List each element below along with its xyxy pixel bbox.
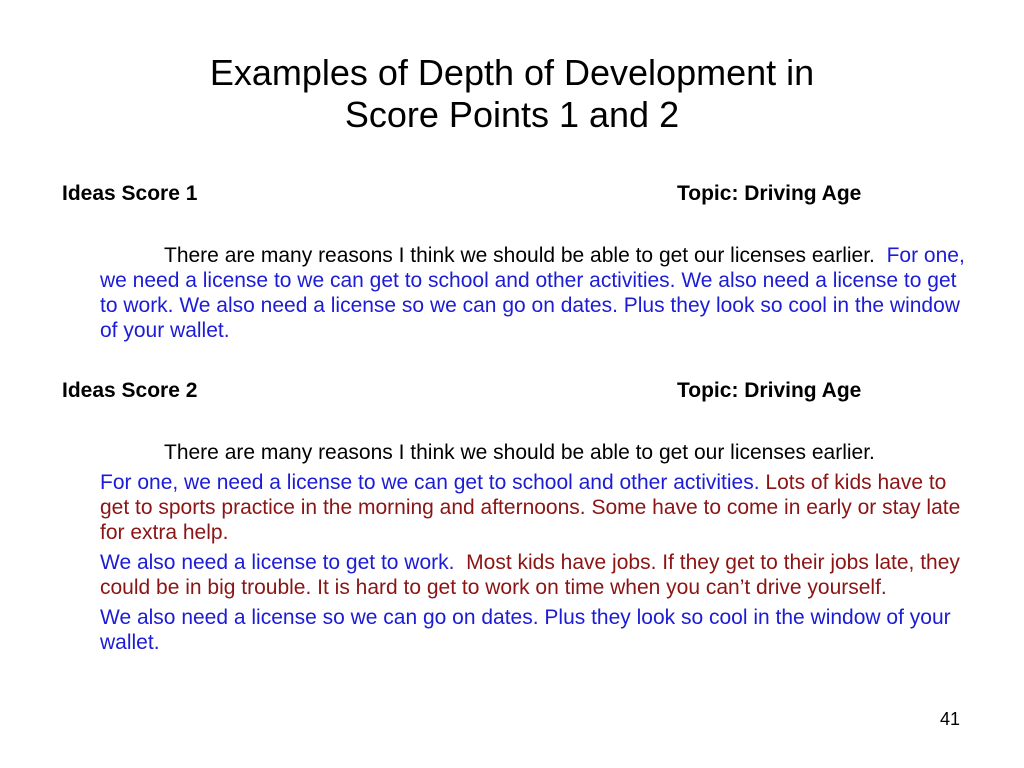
section-2-paragraph-1-main: For one, we need a license to we can get to school and other activities. bbox=[100, 471, 760, 494]
slide-title-line-1: Examples of Depth of Development in bbox=[209, 52, 815, 93]
section-2-paragraph-3-main: We also need a license so we can go on dates. Plus they look so cool in the window of your wallet. bbox=[100, 606, 951, 654]
section-2-intro: There are many reasons I think we should be able to get our licenses earlier. bbox=[164, 441, 875, 464]
section-2-paragraph-2-detail: Most kids have jobs. If they get to their jobs late, they could be in big trouble. It is hard to get to work on time when you can’t drive yourself. bbox=[100, 551, 960, 599]
slide-title-line-2: Score Points 1 and 2 bbox=[344, 94, 680, 135]
section-1-topic-label: Topic: Driving Age bbox=[677, 182, 862, 205]
section-2-paragraph-3 bbox=[100, 605, 970, 655]
section-2-paragraph-1-detail: Lots of kids have to get to sports practice in the morning and afternoons. Some have to come in early or stay late for extra help. bbox=[100, 471, 961, 544]
section-2-paragraph-2 bbox=[100, 550, 970, 600]
section-2-paragraph-2-main: We also need a license to get to work. bbox=[100, 551, 455, 574]
section-2-score-label: Ideas Score 2 bbox=[62, 379, 198, 402]
section-2-paragraph-1 bbox=[100, 470, 970, 545]
section-1-essay bbox=[100, 243, 970, 343]
page-number: 41 bbox=[939, 709, 960, 729]
section-2-essay bbox=[100, 440, 970, 655]
slide-title bbox=[0, 52, 1024, 136]
section-1-paragraph bbox=[100, 243, 970, 343]
section-2-topic-label: Topic: Driving Age bbox=[677, 379, 862, 402]
section-1-supporting-text: For one, we need a license to we can get to school and other activities. We also need a license to get to work. We also need a license so we can go on dates. Plus they look so cool in the window of your wallet. bbox=[100, 244, 965, 342]
section-1-intro: There are many reasons I think we should be able to get our licenses earlier. bbox=[164, 244, 875, 267]
section-1-score-label: Ideas Score 1 bbox=[62, 182, 198, 205]
